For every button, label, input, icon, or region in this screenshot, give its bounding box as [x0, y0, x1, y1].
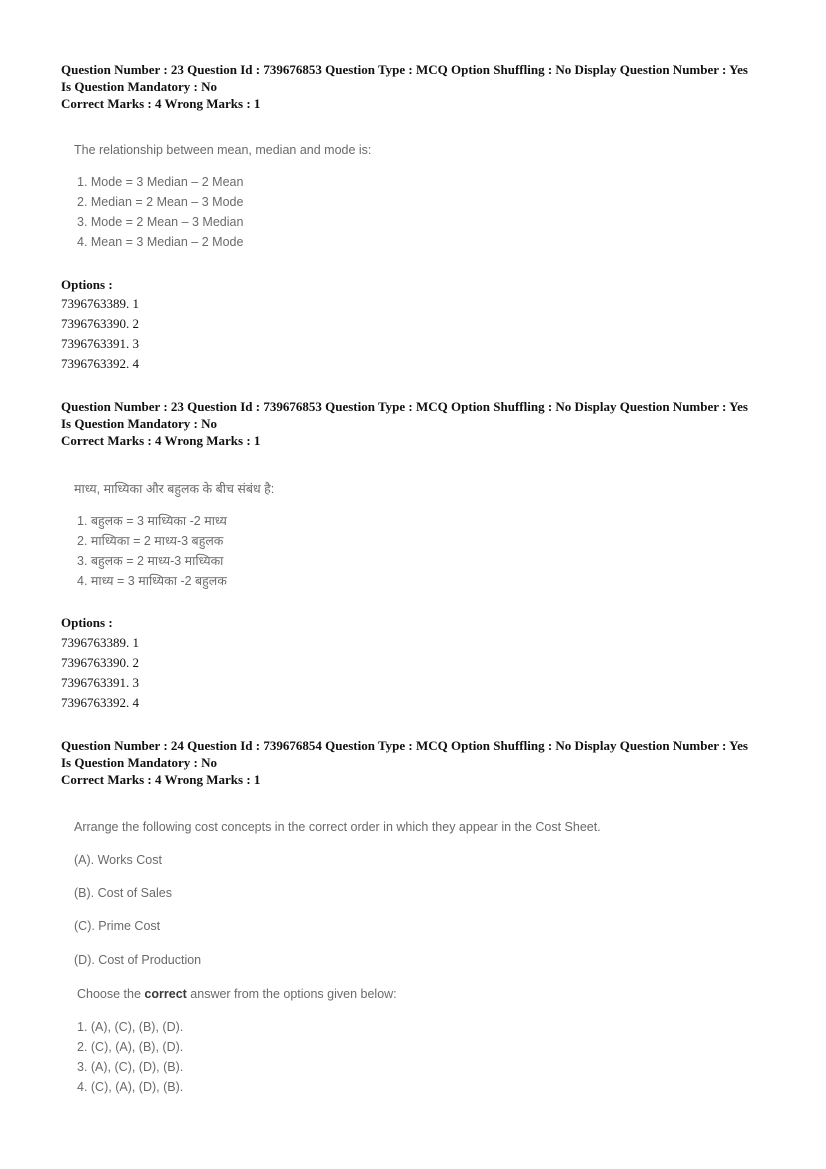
- question-choice: 4. माध्य = 3 माध्यिका -2 बहुलक: [77, 574, 227, 588]
- question-choice: 3. Mode = 2 Mean – 3 Median: [77, 215, 244, 229]
- question-meta: [61, 398, 781, 449]
- option-row: 7396763391. 3: [61, 675, 139, 690]
- question-choice: 3. बहुलक = 2 माध्य-3 माध्यिका: [77, 554, 224, 568]
- instruction-text: Choose the: [77, 987, 145, 1001]
- question-stem: The relationship between mean, median and mode is:: [74, 143, 372, 157]
- question-choice: 2. Median = 2 Mean – 3 Mode: [77, 195, 244, 209]
- meta-line-question-info: Question Number : 24 Question Id : 739676854 Question Type : MCQ Option Shuffling : No Display Question Number : Yes: [61, 738, 748, 753]
- meta-line-question-info: Question Number : 23 Question Id : 739676853 Question Type : MCQ Option Shuffling : No Display Question Number : Yes: [61, 399, 748, 414]
- options-title: Options :: [61, 615, 113, 630]
- cost-item: (D). Cost of Production: [74, 953, 202, 967]
- option-row: 7396763390. 2: [61, 316, 139, 331]
- question-stem: माध्य, माध्यिका और बहुलक के बीच संबंध है:: [74, 482, 275, 496]
- question-choice: 1. (A), (C), (B), (D).: [77, 1020, 184, 1034]
- option-row: 7396763390. 2: [61, 655, 139, 670]
- question-choice: 4. (C), (A), (D), (B).: [77, 1080, 184, 1094]
- option-row: 7396763389. 1: [61, 635, 139, 650]
- question-choice: 3. (A), (C), (D), (B).: [77, 1060, 184, 1074]
- option-row: 7396763392. 4: [61, 695, 139, 710]
- option-row: 7396763389. 1: [61, 296, 139, 311]
- meta-line-marks: Correct Marks : 4 Wrong Marks : 1: [61, 96, 261, 111]
- question-choice: 1. बहुलक = 3 माध्यिका -2 माध्य: [77, 514, 227, 528]
- cost-item: (C). Prime Cost: [74, 919, 161, 933]
- meta-line-marks: Correct Marks : 4 Wrong Marks : 1: [61, 772, 261, 787]
- option-row: 7396763392. 4: [61, 356, 139, 371]
- meta-line-marks: Correct Marks : 4 Wrong Marks : 1: [61, 433, 261, 448]
- question-meta: [61, 737, 781, 788]
- options-title: Options :: [61, 277, 113, 292]
- question-meta: [61, 61, 781, 112]
- question-choice: 2. (C), (A), (B), (D).: [77, 1040, 184, 1054]
- meta-line-mandatory: Is Question Mandatory : No: [61, 755, 218, 770]
- question-stem: Arrange the following cost concepts in the correct order in which they appear in the Cost Sheet.: [74, 820, 601, 834]
- question-instruction: [77, 987, 397, 1001]
- question-choice: 4. Mean = 3 Median – 2 Mode: [77, 235, 244, 249]
- option-row: 7396763391. 3: [61, 336, 139, 351]
- question-choice: 1. Mode = 3 Median – 2 Mean: [77, 175, 244, 189]
- instruction-emphasis: correct: [144, 987, 187, 1001]
- cost-item: (A). Works Cost: [74, 853, 162, 867]
- cost-item: (B). Cost of Sales: [74, 886, 172, 900]
- meta-line-question-info: Question Number : 23 Question Id : 739676853 Question Type : MCQ Option Shuffling : No Display Question Number : Yes: [61, 62, 748, 77]
- question-choice: 2. माध्यिका = 2 माध्य-3 बहुलक: [77, 534, 224, 548]
- meta-line-mandatory: Is Question Mandatory : No: [61, 416, 218, 431]
- instruction-text: answer from the options given below:: [186, 987, 397, 1001]
- meta-line-mandatory: Is Question Mandatory : No: [61, 79, 218, 94]
